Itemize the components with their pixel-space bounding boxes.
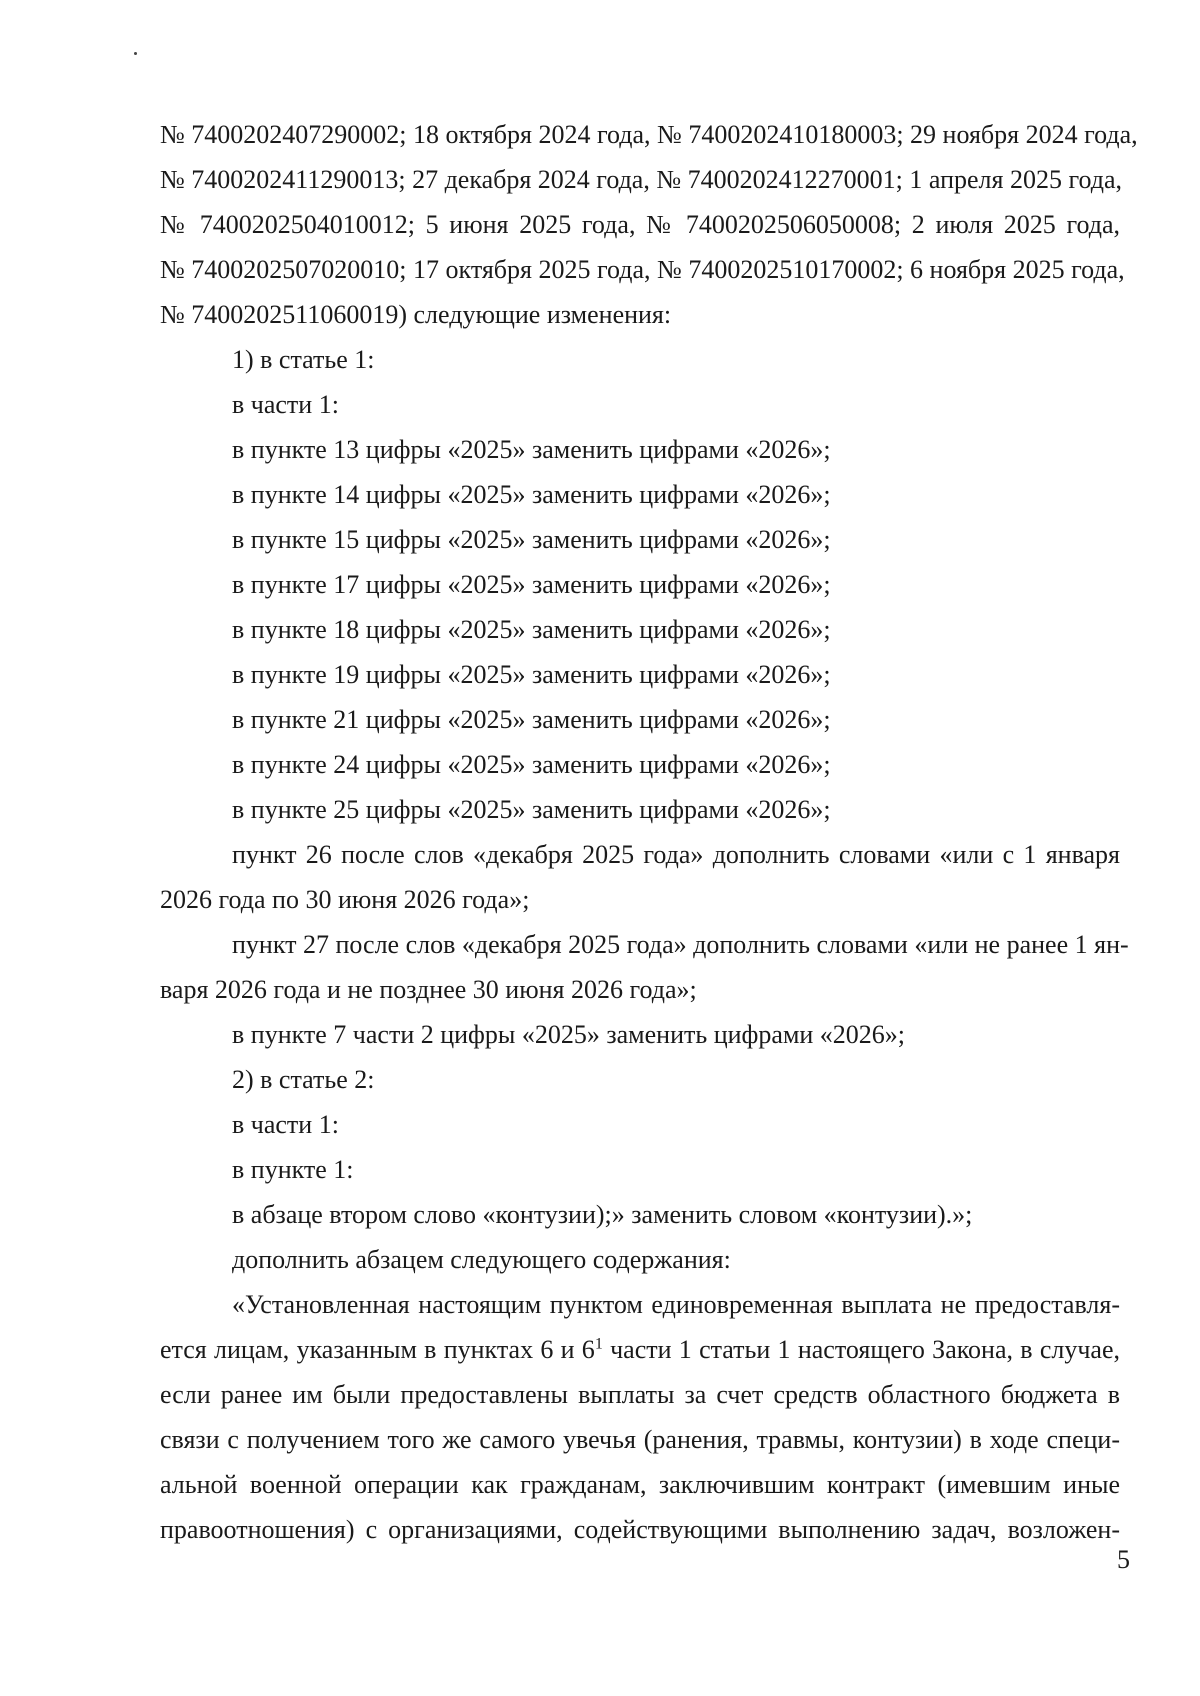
- text-line: 2) в статье 2:: [232, 1065, 375, 1094]
- text-line: связи с получением того же самого увечья (ранения, травмы, контузии) в ходе специ-: [160, 1425, 1120, 1454]
- text-line: № 7400202504010012; 5 июня 2025 года, № 7400202506050008; 2 июля 2025 года,: [160, 210, 1120, 239]
- text-line: в пункте 14 цифры «2025» заменить цифрами «2026»;: [232, 480, 831, 509]
- text-line: в пункте 1:: [232, 1155, 354, 1184]
- text-line: в пункте 18 цифры «2025» заменить цифрами «2026»;: [232, 615, 831, 644]
- text-line: «Установленная настоящим пунктом единовременная выплата не предоставля-: [232, 1290, 1120, 1319]
- text-line: в пункте 13 цифры «2025» заменить цифрами «2026»;: [232, 435, 831, 464]
- text-line: правоотношения) с организациями, содействующими выполнению задач, возложен-: [160, 1515, 1120, 1544]
- text-line: в пункте 7 части 2 цифры «2025» заменить цифрами «2026»;: [232, 1020, 906, 1049]
- text-line: в абзаце втором слово «контузии);» заменить словом «контузии).»;: [232, 1200, 973, 1229]
- text-line: пункт 26 после слов «декабря 2025 года» дополнить словами «или с 1 января: [232, 840, 1120, 869]
- text-fragment: ется лицам, указанным в пунктах 6 и 6: [160, 1335, 595, 1364]
- text-line: № 7400202507020010; 17 октября 2025 года, № 7400202510170002; 6 ноября 2025 года,: [160, 255, 1125, 284]
- text-line: в пункте 25 цифры «2025» заменить цифрами «2026»;: [232, 795, 831, 824]
- text-line: № 7400202407290002; 18 октября 2024 года, № 7400202410180003; 29 ноября 2024 года,: [160, 120, 1138, 149]
- text-line: если ранее им были предоставлены выплаты за счет средств областного бюджета в: [160, 1380, 1120, 1409]
- text-line: 1) в статье 1:: [232, 345, 375, 374]
- text-line: альной военной операции как гражданам, заключившим контракт (имевшим иные: [160, 1470, 1120, 1499]
- text-line-with-superscript: [160, 1327, 1120, 1372]
- text-line: варя 2026 года и не позднее 30 июня 2026 года»;: [160, 975, 697, 1004]
- document-body: [160, 112, 1138, 1552]
- text-line: в пункте 15 цифры «2025» заменить цифрами «2026»;: [232, 525, 831, 554]
- text-line: в пункте 24 цифры «2025» заменить цифрами «2026»;: [232, 750, 831, 779]
- text-line: в пункте 21 цифры «2025» заменить цифрами «2026»;: [232, 705, 831, 734]
- superscript: 1: [594, 1335, 603, 1353]
- text-line: в части 1:: [232, 1110, 339, 1139]
- text-line: № 7400202511060019) следующие изменения:: [160, 300, 672, 329]
- text-line: № 7400202411290013; 27 декабря 2024 года, № 7400202412270001; 1 апреля 2025 года,: [160, 165, 1122, 194]
- scan-speck: [134, 52, 137, 55]
- text-line: в части 1:: [232, 390, 339, 419]
- text-line: в пункте 17 цифры «2025» заменить цифрами «2026»;: [232, 570, 831, 599]
- text-line: 2026 года по 30 июня 2026 года»;: [160, 885, 530, 914]
- text-line: пункт 27 после слов «декабря 2025 года» дополнить словами «или не ранее 1 ян-: [232, 930, 1129, 959]
- text-line: в пункте 19 цифры «2025» заменить цифрами «2026»;: [232, 660, 831, 689]
- text-line: дополнить абзацем следующего содержания:: [232, 1245, 731, 1274]
- page-number: 5: [1117, 1545, 1130, 1574]
- text-fragment: части 1 статьи 1 настоящего Закона, в случае,: [602, 1335, 1120, 1364]
